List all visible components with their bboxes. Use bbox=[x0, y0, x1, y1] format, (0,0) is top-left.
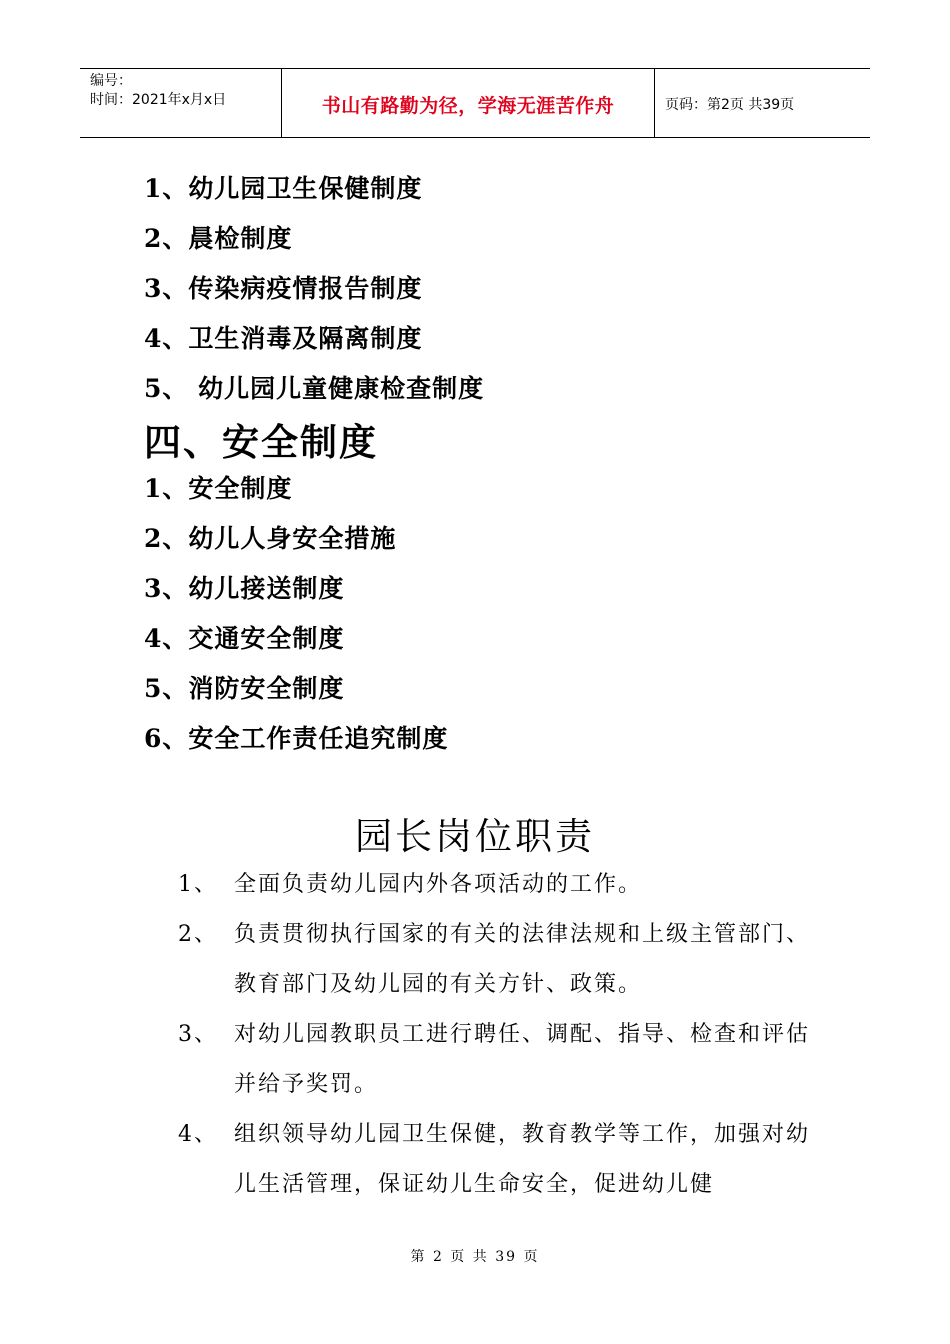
list-item: 5、 幼儿园儿童健康检查制度 bbox=[144, 374, 485, 403]
duties-list bbox=[178, 860, 818, 1210]
list-item: 6、安全工作责任追究制度 bbox=[144, 724, 449, 753]
list-item: 4、卫生消毒及隔离制度 bbox=[144, 324, 423, 353]
duty-text: 对幼儿园教职员工进行聘任、调配、指导、检查和评估并给予奖罚。 bbox=[234, 1022, 811, 1097]
list-item: 5、消防安全制度 bbox=[144, 674, 345, 703]
header-right-cell bbox=[655, 69, 870, 137]
page-header bbox=[80, 68, 870, 138]
duty-item bbox=[178, 1110, 818, 1210]
number-label: 编号： bbox=[90, 73, 132, 89]
list-item: 3、幼儿接送制度 bbox=[144, 574, 345, 603]
duty-number: 1、 bbox=[178, 872, 218, 897]
section-heading: 四、安全制度 bbox=[144, 420, 378, 464]
list-item: 2、晨检制度 bbox=[144, 224, 293, 253]
duty-number: 2、 bbox=[178, 922, 218, 947]
list-item: 1、安全制度 bbox=[144, 474, 293, 503]
document-title: 园长岗位职责 bbox=[355, 815, 595, 858]
duty-text: 全面负责幼儿园内外各项活动的工作。 bbox=[234, 872, 643, 897]
list-item: 2、幼儿人身安全措施 bbox=[144, 524, 397, 553]
header-motto-cell bbox=[281, 69, 655, 137]
duty-text: 组织领导幼儿园卫生保健，教育教学等工作，加强对幼儿生活管理，保证幼儿生命安全，促进幼儿健 bbox=[234, 1122, 811, 1197]
header-left-cell bbox=[80, 69, 280, 137]
list-item: 1、幼儿园卫生保健制度 bbox=[144, 174, 423, 203]
page-info: 页码：第2页 共39页 bbox=[665, 97, 795, 113]
duty-item bbox=[178, 910, 818, 1010]
list-item: 3、传染病疫情报告制度 bbox=[144, 274, 423, 303]
motto-text: 书山有路勤为径，学海无涯苦作舟 bbox=[321, 95, 615, 117]
duty-item bbox=[178, 860, 818, 910]
page-footer: 第 2 页 共 39 页 bbox=[410, 1249, 540, 1265]
duty-number: 4、 bbox=[178, 1122, 218, 1147]
list-item: 4、交通安全制度 bbox=[144, 624, 345, 653]
duty-number: 3、 bbox=[178, 1022, 218, 1047]
time-label: 时间：2021年x月x日 bbox=[90, 92, 227, 108]
document-body-list bbox=[144, 164, 484, 764]
duty-item bbox=[178, 1010, 818, 1110]
duty-text: 负责贯彻执行国家的有关的法律法规和上级主管部门、教育部门及幼儿园的有关方针、政策。 bbox=[234, 922, 811, 997]
